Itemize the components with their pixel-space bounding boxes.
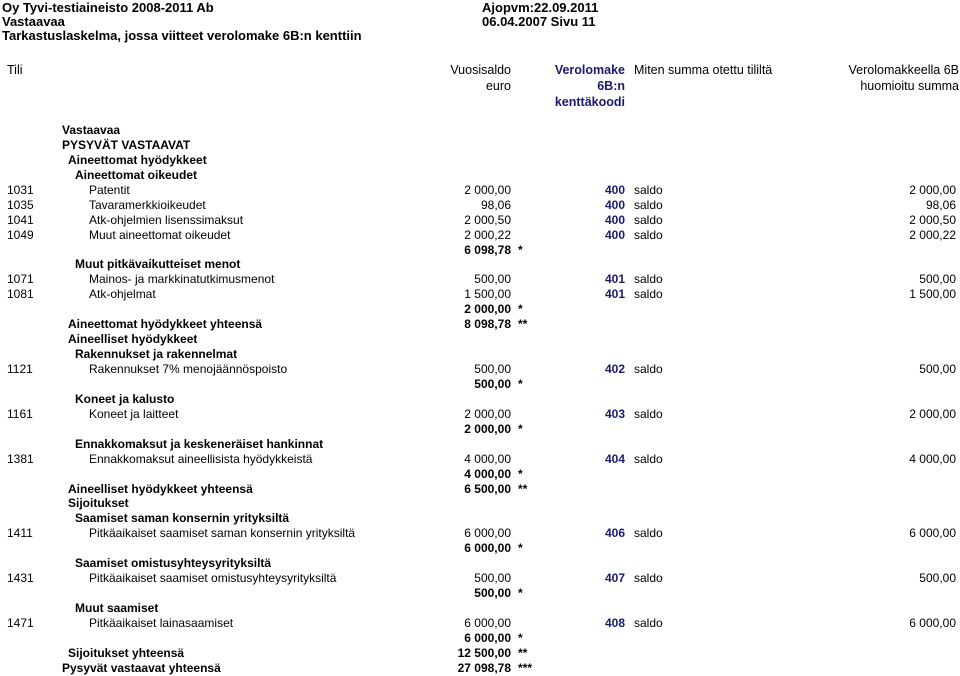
column-balance bbox=[450, 62, 511, 94]
balance-amount: 2 000,50 bbox=[464, 212, 511, 227]
section-heading: Rakennukset ja rakennelmat bbox=[75, 347, 238, 362]
account-row bbox=[0, 198, 960, 213]
total-label: Pysyvät vastaavat yhteensä bbox=[62, 660, 221, 675]
total-marker: ** bbox=[518, 481, 528, 496]
account-number: 1081 bbox=[7, 287, 34, 302]
subtotal-amount: 500,00 bbox=[474, 586, 511, 601]
account-name: Pitkäaikaiset saamiset omistusyhteysyrityksiltä bbox=[89, 571, 337, 586]
column-adjusted-line1: Verolomakkeella 6B bbox=[848, 63, 959, 77]
balance-amount: 2 000,00 bbox=[464, 406, 511, 421]
adjusted-amount: 1 500,00 bbox=[909, 287, 956, 302]
adjusted-amount: 2 000,00 bbox=[909, 406, 956, 421]
subtotal-marker: * bbox=[518, 466, 523, 481]
adjusted-amount: 6 000,00 bbox=[909, 615, 956, 630]
section-heading-row bbox=[0, 601, 960, 616]
section-heading-row bbox=[0, 496, 960, 511]
section-heading-row bbox=[0, 437, 960, 452]
form-code: 407 bbox=[604, 571, 625, 586]
adjusted-amount: 98,06 bbox=[925, 197, 956, 212]
total-marker: ** bbox=[518, 317, 528, 332]
section-heading: Saamiset omistusyhteysyrityksiltä bbox=[75, 556, 272, 571]
total-marker: ** bbox=[518, 645, 528, 660]
form-code: 400 bbox=[604, 197, 625, 212]
section-heading-row bbox=[0, 153, 960, 168]
report-title: Tarkastuslaskelma, jossa viitteet verolomake 6B:n kenttiin bbox=[2, 28, 362, 43]
section-heading: Muut pitkävaikutteiset menot bbox=[75, 257, 241, 272]
company-name: Oy Tyvi-testiaineisto 2008-2011 Ab bbox=[2, 0, 214, 15]
section-heading-row bbox=[0, 392, 960, 407]
account-row bbox=[0, 362, 960, 377]
account-number: 1161 bbox=[7, 406, 33, 421]
total-amount: 8 098,78 bbox=[464, 317, 511, 332]
account-row bbox=[0, 183, 960, 198]
total-row bbox=[0, 646, 960, 661]
total-row bbox=[0, 661, 960, 676]
source-method: saldo bbox=[634, 451, 663, 466]
account-number: 1431 bbox=[7, 571, 34, 586]
form-code: 403 bbox=[604, 406, 625, 421]
total-row bbox=[0, 317, 960, 332]
column-headers bbox=[0, 62, 960, 110]
account-name: Muut aineettomat oikeudet bbox=[89, 227, 231, 242]
column-form-code-line1: Verolomake bbox=[554, 63, 625, 77]
account-name: Mainos- ja markkinatutkimusmenot bbox=[89, 272, 275, 287]
account-row bbox=[0, 272, 960, 287]
account-row bbox=[0, 526, 960, 541]
source-method: saldo bbox=[634, 615, 663, 630]
section-heading: Vastaavaa bbox=[62, 123, 121, 137]
balance-amount: 4 000,00 bbox=[464, 451, 511, 466]
source-method: saldo bbox=[634, 571, 663, 586]
account-number: 1031 bbox=[7, 182, 34, 197]
account-number: 1381 bbox=[7, 451, 34, 466]
source-method: saldo bbox=[634, 272, 663, 287]
source-method: saldo bbox=[634, 406, 663, 421]
account-name: Koneet ja laitteet bbox=[89, 406, 179, 421]
account-row bbox=[0, 616, 960, 631]
total-amount: 12 500,00 bbox=[457, 645, 511, 660]
column-account: Tili bbox=[7, 63, 23, 77]
account-name: Pitkäaikaiset saamiset saman konsernin yrityksiltä bbox=[89, 526, 356, 541]
subtotal-marker: * bbox=[518, 541, 523, 556]
account-name: Ennakkomaksut aineellisista hyödykkeistä bbox=[89, 451, 313, 466]
balance-amount: 500,00 bbox=[474, 571, 511, 586]
account-number: 1041 bbox=[7, 212, 34, 227]
subtotal-amount: 6 000,00 bbox=[464, 541, 511, 556]
column-form-code-line2: 6B:n bbox=[597, 79, 625, 93]
section-heading-row bbox=[0, 332, 960, 347]
account-row bbox=[0, 287, 960, 302]
account-name: Atk-ohjelmat bbox=[89, 287, 156, 302]
account-row bbox=[0, 571, 960, 586]
column-balance-line2: euro bbox=[485, 79, 511, 93]
section-heading-row bbox=[0, 511, 960, 526]
total-amount: 6 500,00 bbox=[464, 481, 511, 496]
account-number: 1471 bbox=[7, 615, 34, 630]
section-heading-row bbox=[0, 556, 960, 571]
source-method: saldo bbox=[634, 182, 663, 197]
column-form-code bbox=[555, 62, 625, 110]
source-method: saldo bbox=[634, 227, 663, 242]
form-code: 401 bbox=[604, 272, 625, 287]
form-code: 400 bbox=[604, 212, 625, 227]
run-date: Ajopvm:22.09.2011 bbox=[482, 0, 599, 15]
subtotal-marker: * bbox=[518, 586, 523, 601]
account-number: 1411 bbox=[7, 526, 33, 541]
form-code: 402 bbox=[604, 362, 625, 376]
section-heading-row bbox=[0, 347, 960, 362]
subtotal-amount: 6 000,00 bbox=[464, 630, 511, 645]
subtotal-marker: * bbox=[518, 630, 523, 645]
adjusted-amount: 500,00 bbox=[919, 571, 956, 586]
account-row bbox=[0, 213, 960, 228]
adjusted-amount: 4 000,00 bbox=[909, 451, 956, 466]
form-code: 408 bbox=[604, 615, 625, 630]
subtotal-row bbox=[0, 586, 960, 601]
section-heading: Muut saamiset bbox=[75, 601, 159, 615]
account-number: 1035 bbox=[7, 197, 34, 212]
source-method: saldo bbox=[634, 362, 663, 376]
section-heading-row bbox=[0, 257, 960, 272]
subtotal-row bbox=[0, 467, 960, 482]
account-name: Patentit bbox=[89, 182, 130, 197]
subtotal-amount: 2 000,00 bbox=[464, 421, 511, 436]
column-adjusted bbox=[849, 62, 959, 94]
source-method: saldo bbox=[634, 212, 663, 227]
section-heading: PYSYVÄT VASTAAVAT bbox=[62, 137, 191, 152]
subtotal-row bbox=[0, 541, 960, 556]
column-balance-line1: Vuosisaldo bbox=[450, 63, 511, 77]
account-number: 1071 bbox=[7, 272, 34, 287]
subtotal-row bbox=[0, 302, 960, 317]
section-heading-row bbox=[0, 168, 960, 183]
balance-amount: 6 000,00 bbox=[464, 615, 511, 630]
subtotal-row bbox=[0, 631, 960, 646]
form-code: 400 bbox=[604, 227, 625, 242]
column-form-code-line3: kenttäkoodi bbox=[554, 95, 625, 109]
section-heading: Aineettomat hyödykkeet bbox=[68, 152, 207, 167]
form-code: 401 bbox=[604, 287, 625, 302]
form-code: 406 bbox=[604, 526, 625, 541]
adjusted-amount: 500,00 bbox=[919, 272, 956, 287]
account-name: Atk-ohjelmien lisenssimaksut bbox=[89, 212, 244, 227]
page-info: 06.04.2007 Sivu 11 bbox=[482, 14, 596, 29]
section-heading: Ennakkomaksut ja keskeneräiset hankinnat bbox=[75, 436, 324, 451]
account-row bbox=[0, 452, 960, 467]
section-heading: Sijoitukset bbox=[68, 496, 129, 511]
source-method: saldo bbox=[634, 197, 663, 212]
account-row bbox=[0, 228, 960, 243]
subtotal-amount: 500,00 bbox=[474, 376, 511, 391]
section-heading: Saamiset saman konsernin yrityksiltä bbox=[75, 511, 290, 526]
adjusted-amount: 2 000,22 bbox=[909, 227, 956, 242]
section-heading: Aineelliset hyödykkeet bbox=[68, 332, 198, 347]
subtotal-marker: * bbox=[518, 302, 523, 317]
account-row bbox=[0, 407, 960, 422]
section-heading-row bbox=[0, 138, 960, 153]
report-header bbox=[0, 0, 960, 44]
section-heading-row bbox=[0, 123, 960, 138]
source-method: saldo bbox=[634, 287, 663, 302]
section-heading: Aineettomat oikeudet bbox=[75, 167, 198, 182]
subtotal-row bbox=[0, 377, 960, 392]
report-subtitle: Vastaavaa bbox=[2, 14, 65, 29]
total-amount: 27 098,78 bbox=[457, 660, 511, 675]
balance-amount: 6 000,00 bbox=[464, 526, 511, 541]
account-name: Pitkäaikaiset lainasaamiset bbox=[89, 615, 234, 630]
subtotal-amount: 4 000,00 bbox=[464, 466, 511, 481]
total-label: Aineelliset hyödykkeet yhteensä bbox=[68, 481, 253, 496]
account-name: Tavaramerkkioikeudet bbox=[89, 197, 206, 212]
subtotal-marker: * bbox=[518, 242, 523, 257]
source-method: saldo bbox=[634, 526, 663, 541]
adjusted-amount: 2 000,00 bbox=[909, 182, 956, 197]
balance-amount: 2 000,00 bbox=[464, 182, 511, 197]
balance-amount: 500,00 bbox=[474, 272, 511, 287]
column-adjusted-line2: huomioitu summa bbox=[860, 79, 959, 93]
subtotal-marker: * bbox=[518, 376, 523, 391]
balance-amount: 1 500,00 bbox=[464, 287, 511, 302]
account-number: 1049 bbox=[7, 227, 34, 242]
total-label: Sijoitukset yhteensä bbox=[68, 645, 185, 660]
adjusted-amount: 6 000,00 bbox=[909, 526, 956, 541]
subtotal-row bbox=[0, 243, 960, 258]
column-source: Miten summa otettu tililtä bbox=[634, 63, 773, 77]
account-number: 1121 bbox=[7, 362, 33, 376]
form-code: 404 bbox=[604, 451, 625, 466]
subtotal-marker: * bbox=[518, 421, 523, 436]
balance-amount: 500,00 bbox=[474, 362, 511, 376]
subtotal-amount: 2 000,00 bbox=[464, 302, 511, 317]
total-row bbox=[0, 482, 960, 497]
balance-amount: 98,06 bbox=[480, 197, 511, 212]
total-marker: *** bbox=[518, 660, 533, 675]
balance-amount: 2 000,22 bbox=[464, 227, 511, 242]
adjusted-amount: 500,00 bbox=[919, 362, 956, 376]
subtotal-row bbox=[0, 422, 960, 437]
adjusted-amount: 2 000,50 bbox=[909, 212, 956, 227]
section-heading: Koneet ja kalusto bbox=[75, 391, 175, 406]
report-rows bbox=[0, 123, 960, 676]
form-code: 400 bbox=[604, 182, 625, 197]
account-name: Rakennukset 7% menojäännöspoisto bbox=[89, 362, 288, 376]
subtotal-amount: 6 098,78 bbox=[464, 242, 511, 257]
total-label: Aineettomat hyödykkeet yhteensä bbox=[68, 317, 263, 332]
